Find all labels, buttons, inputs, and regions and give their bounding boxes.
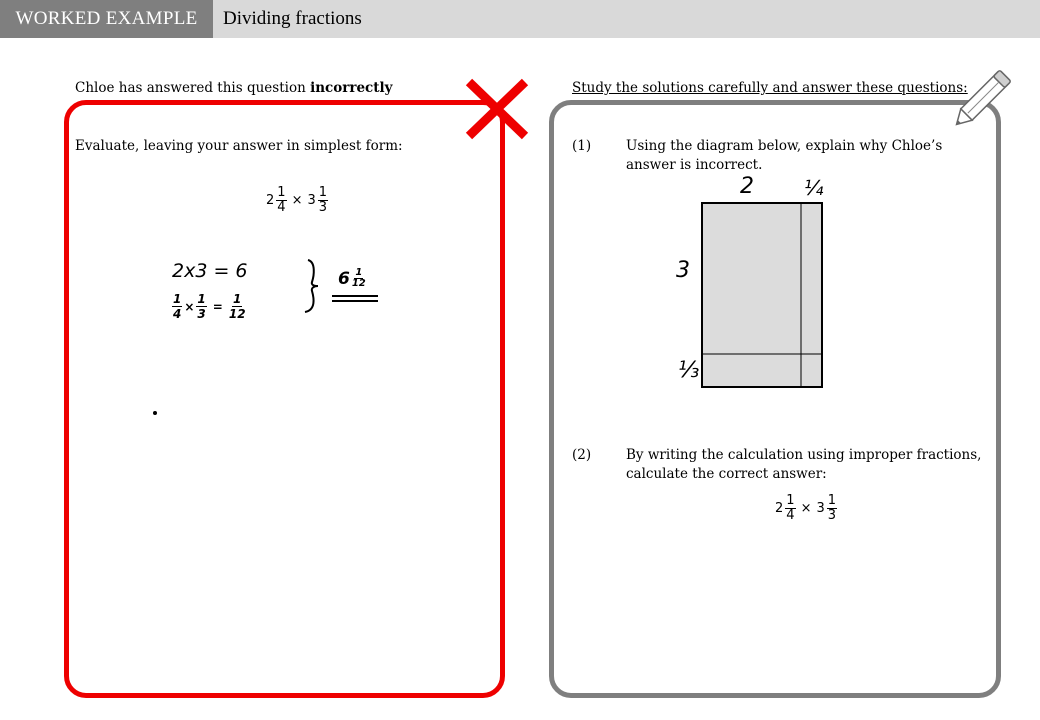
working-times: ×	[184, 299, 195, 314]
questions-box	[549, 100, 1001, 698]
page-title: Dividing fractions	[223, 8, 362, 29]
expr-num-2: 1	[318, 185, 328, 200]
expr-den-2: 3	[318, 200, 328, 215]
r-expr-frac-1	[785, 494, 795, 523]
left-expression	[266, 186, 328, 215]
expr-num-1: 1	[277, 185, 286, 200]
expr-whole-1: 2	[266, 193, 275, 208]
working-answer-num: 1	[355, 267, 363, 278]
working-frac-b	[196, 292, 206, 321]
expr-den-1: 4	[277, 200, 286, 215]
working-frac-a-num: 1	[173, 292, 182, 306]
diagram-bottom-left-label: ⅓	[678, 358, 700, 383]
working-frac-a-den: 4	[173, 307, 182, 321]
working-line-2	[172, 292, 246, 321]
r-expr-num-1: 1	[786, 493, 795, 508]
right-heading: Study the solutions carefully and answer these questions:	[572, 80, 968, 96]
working-equals: =	[212, 299, 223, 314]
left-intro-text: Chloe has answered this question	[75, 80, 311, 96]
r-expr-den-1: 4	[786, 508, 795, 523]
diagram-top-label: 2	[740, 174, 754, 199]
left-intro	[75, 79, 393, 98]
area-diagram	[701, 202, 825, 390]
header-bar	[0, 0, 1040, 38]
working-answer-frac	[352, 268, 366, 289]
r-expr-whole-1: 2	[775, 501, 784, 516]
brace-icon	[302, 258, 320, 314]
expr-frac-1	[276, 186, 286, 215]
stray-dot	[152, 410, 158, 416]
working-answer-den: 12	[351, 278, 366, 289]
diagram-left-label: 3	[676, 258, 690, 283]
q2-number: (2)	[572, 447, 592, 463]
working-frac-c	[229, 292, 246, 321]
pencil-icon	[940, 58, 1024, 140]
working-answer	[338, 268, 366, 289]
r-expr-num-2: 1	[827, 493, 837, 508]
q1-number: (1)	[572, 138, 592, 154]
q2-line-1: By writing the calculation using improper fractions,	[626, 447, 982, 463]
working-line-1: 2x3 = 6	[172, 260, 248, 282]
working-frac-a	[172, 292, 182, 321]
expr-operator: ×	[291, 193, 303, 208]
expr-whole-2: 3	[307, 193, 316, 208]
q1-line-2: answer is incorrect.	[626, 157, 763, 173]
r-expr-frac-2	[827, 494, 837, 523]
left-intro-bold: incorrectly	[310, 80, 393, 96]
working-frac-b-den: 3	[197, 307, 206, 321]
r-expr-whole-2: 3	[816, 501, 825, 516]
working-frac-c-num: 1	[233, 292, 242, 306]
left-prompt: Evaluate, leaving your answer in simplest form:	[75, 138, 403, 154]
working-frac-c-den: 12	[228, 307, 246, 321]
r-expr-operator: ×	[800, 501, 812, 516]
working-answer-whole: 6	[338, 268, 350, 289]
right-expression	[775, 494, 837, 523]
worked-example-tag: WORKED EXAMPLE	[0, 0, 213, 38]
r-expr-den-2: 3	[827, 508, 837, 523]
cross-icon	[463, 76, 531, 142]
working-frac-b-num: 1	[197, 292, 206, 306]
expr-frac-2	[318, 186, 328, 215]
q2-line-2: calculate the correct answer:	[626, 466, 827, 482]
diagram-top-right-label: ¼	[804, 176, 824, 200]
answer-double-underline	[330, 294, 380, 304]
q1-line-1: Using the diagram below, explain why Chloe’s	[626, 138, 943, 154]
